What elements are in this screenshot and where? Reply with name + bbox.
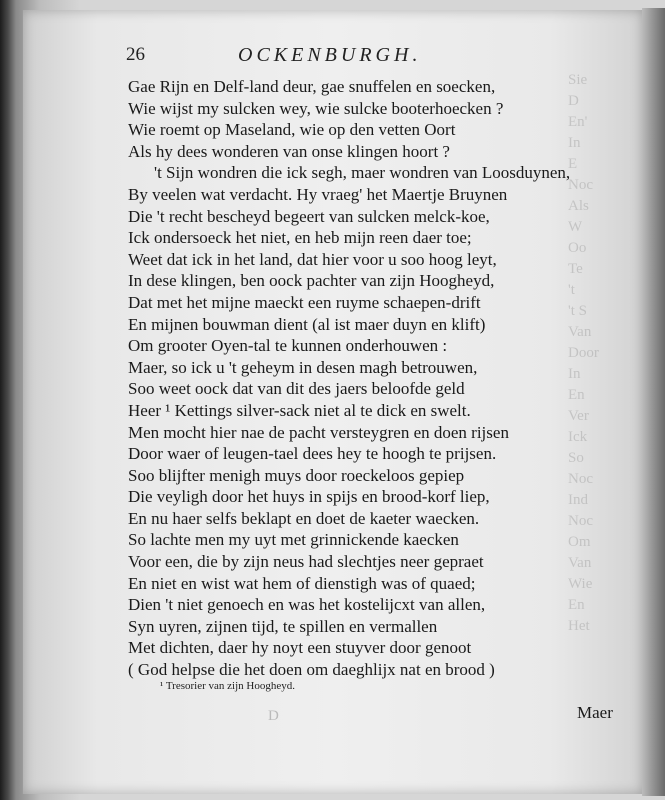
poem-line: Men mocht hier nae de pacht versteygren en doen rijsen — [128, 422, 509, 442]
poem-line: Soo blijfter menigh muys door roeckeloos gepiep — [128, 465, 465, 485]
poem-line: Syn uyren, zijnen tijd, te spillen en vermallen — [128, 616, 438, 636]
bleed-through-signature: D — [268, 708, 279, 724]
poem-line: Door waer of leugen-tael dees hey te hoogh te prijsen. — [128, 444, 497, 464]
poem-line: Heer ¹ Kettings silver-sack niet al te dick en swelt. — [128, 400, 471, 420]
poem-line: Maer, so ick u 't geheym in desen magh betrouwen, — [128, 357, 478, 377]
poem-line: Soo weet oock dat van dit des jaers beloofde geld — [128, 379, 465, 399]
poem-line: Dien 't niet genoech en was het kostelijcxt van allen, — [128, 595, 486, 615]
poem-line: En niet en wist wat hem of dienstigh was of quaed; — [128, 573, 476, 593]
poem-line: So lachte men my uyt met grinnickende kaecken — [128, 530, 459, 550]
bleed-through-text: Sie D En' In E Noc Als W Oo Te 't 't S Van Door In En Ver Ick So Noc Ind Noc Om Van Wie En Het — [568, 72, 599, 634]
poem-line: By veelen wat verdacht. Hy vraeg' het Maertje Bruynen — [128, 184, 508, 204]
poem-line: Met dichten, daer hy noyt een stuyver door genoot — [128, 638, 472, 658]
poem-line: Wie wijst my sulcken wey, wie sulcke booterhoecken ? — [128, 98, 504, 118]
poem-line: Gae Rijn en Delf-land deur, gae snuffelen en soecken, — [128, 77, 496, 96]
catchword: Maer — [577, 703, 613, 722]
running-head: OCKENBURGH. — [238, 44, 422, 66]
poem-line: In dese klingen, ben oock pachter van zijn Hoogheyd, — [128, 271, 495, 291]
poem-text — [128, 76, 628, 681]
poem-line: Voor een, die by zijn neus had slechtjes neer gepraet — [128, 552, 484, 572]
poem-line: Dat met het mijne maeckt een ruyme schaepen-drift — [128, 292, 481, 312]
poem-line: Als hy dees wonderen van onse klingen hoort ? — [128, 141, 450, 161]
page-number: 26 — [126, 44, 145, 65]
poem-line: Die 't recht bescheyd begeert van sulcken melck-koe, — [128, 206, 490, 226]
poem-line: Om grooter Oyen-tal te kunnen onderhouwen : — [128, 336, 448, 356]
poem-line: Die veyligh door het huys in spijs en brood-korf liep, — [128, 487, 490, 507]
page-edge — [642, 8, 665, 796]
poem-line: ( God helpse die het doen om daeghlijx nat en brood ) — [128, 660, 495, 680]
poem-line: 't Sijn wondren die ick segh, maer wondren van Loosduynen, — [154, 163, 571, 183]
poem-line: Weet dat ick in het land, dat hier voor u soo hoog leyt, — [128, 249, 497, 269]
footnote: ¹ Tresorier van zijn Hoogheyd. — [160, 680, 295, 692]
poem-line: Ick ondersoeck het niet, en heb mijn reen daer toe; — [128, 228, 472, 248]
poem-line: Wie roemt op Maseland, wie op den vetten Oort — [128, 120, 456, 140]
poem-line: En mijnen bouwman dient (al ist maer duyn en klift) — [128, 314, 486, 334]
poem-line: En nu haer selfs beklapt en doet de kaeter waecken. — [128, 508, 480, 528]
